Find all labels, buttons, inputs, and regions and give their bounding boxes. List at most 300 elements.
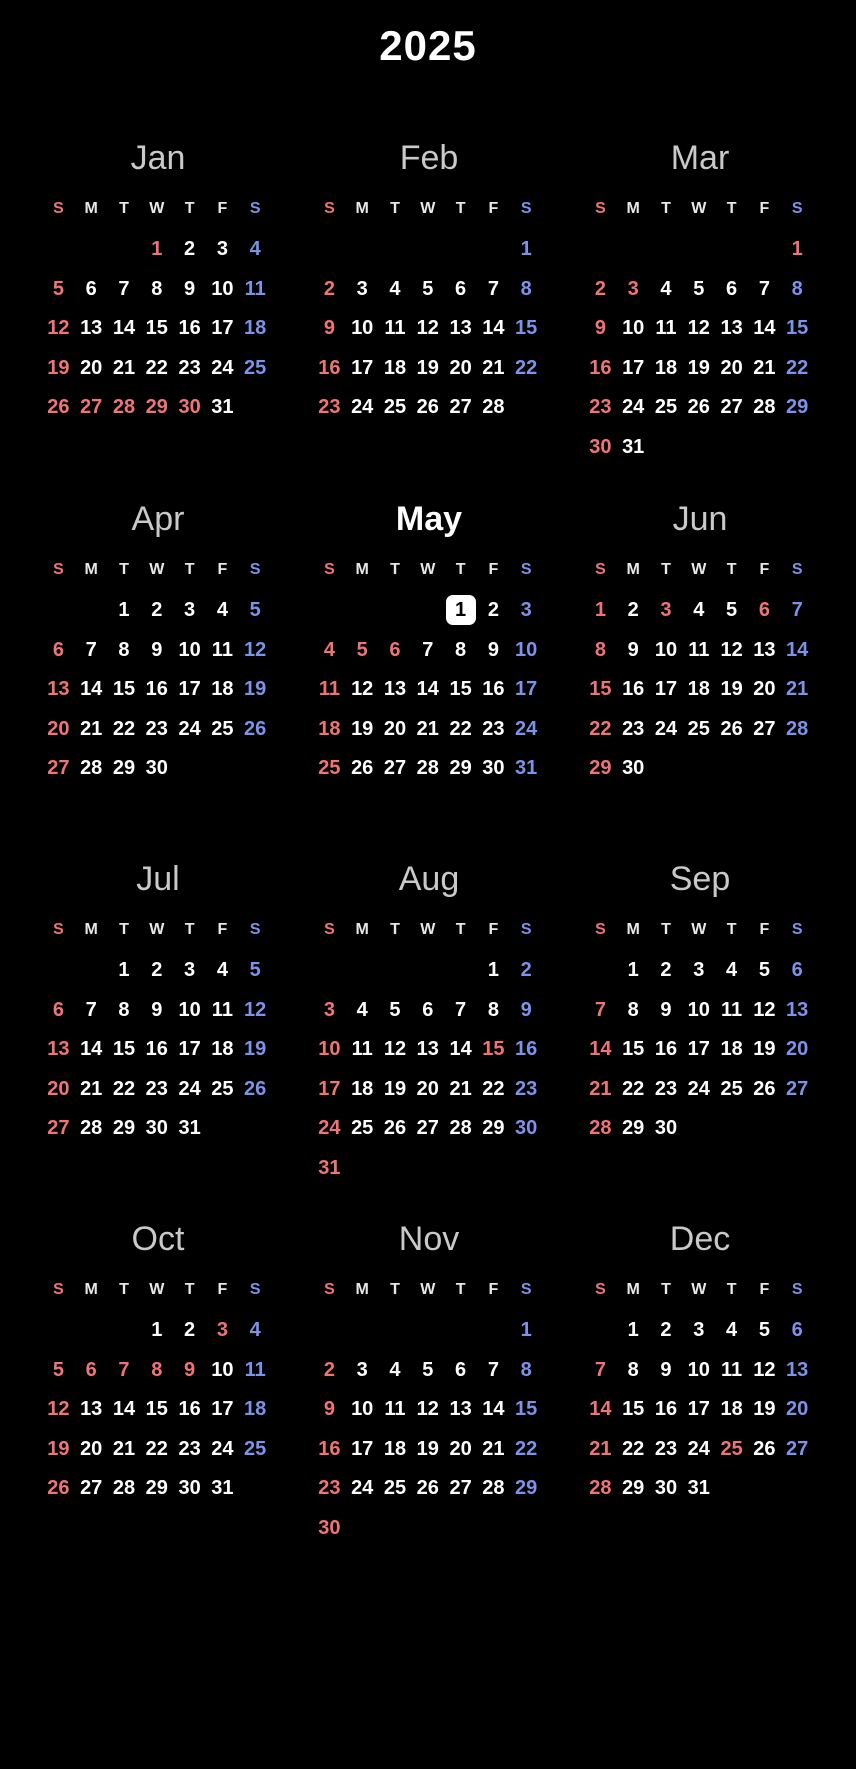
day-cell[interactable]: 6 <box>791 1319 803 1341</box>
day-cell[interactable]: 13 <box>416 1038 439 1061</box>
day-cell[interactable]: 18 <box>244 1398 267 1421</box>
day-cell[interactable]: 23 <box>622 717 645 740</box>
day-cell[interactable]: 12 <box>351 678 374 701</box>
day-cell[interactable]: 1 <box>520 238 532 260</box>
day-cell[interactable]: 23 <box>654 1437 678 1460</box>
day-cell[interactable]: 24 <box>351 396 374 419</box>
day-cell[interactable]: 2 <box>184 1319 196 1341</box>
month-title[interactable]: Dec <box>669 1220 731 1258</box>
month-title[interactable]: Aug <box>398 860 460 898</box>
day-cell[interactable]: 25 <box>383 396 407 419</box>
day-cell[interactable]: 28 <box>482 1477 505 1500</box>
day-cell[interactable]: 5 <box>249 599 261 621</box>
day-cell[interactable]: 8 <box>791 277 803 300</box>
day-cell[interactable]: 9 <box>184 1358 196 1381</box>
day-cell[interactable]: 21 <box>482 1437 505 1460</box>
day-cell[interactable]: 20 <box>753 678 776 701</box>
day-cell[interactable]: 17 <box>687 1038 710 1061</box>
day-cell[interactable]: 21 <box>589 1437 612 1460</box>
day-cell[interactable]: 22 <box>482 1077 505 1100</box>
day-cell[interactable]: 3 <box>323 998 335 1021</box>
day-cell[interactable]: 29 <box>786 396 809 419</box>
day-cell[interactable]: 9 <box>594 317 606 340</box>
day-cell[interactable]: 18 <box>720 1398 743 1421</box>
month-title[interactable]: Jun <box>672 500 728 538</box>
day-cell[interactable]: 2 <box>184 238 196 260</box>
day-cell[interactable]: 26 <box>244 717 267 740</box>
day-cell[interactable]: 24 <box>654 717 678 740</box>
day-cell[interactable]: 12 <box>687 317 710 340</box>
month-title[interactable]: Mar <box>670 139 730 177</box>
day-cell[interactable]: 15 <box>515 1398 538 1421</box>
day-cell[interactable]: 8 <box>455 638 467 661</box>
day-cell[interactable]: 2 <box>323 277 335 300</box>
day-cell[interactable]: 9 <box>627 638 639 661</box>
day-cell[interactable]: 10 <box>687 1358 710 1381</box>
day-cell[interactable]: 5 <box>52 1358 64 1381</box>
day-cell[interactable]: 6 <box>758 599 770 621</box>
day-cell[interactable]: 14 <box>589 1038 612 1061</box>
day-cell[interactable]: 7 <box>594 1358 606 1381</box>
day-cell[interactable]: 12 <box>753 998 776 1021</box>
day-cell[interactable]: 2 <box>487 599 499 621</box>
day-cell[interactable]: 6 <box>726 277 738 300</box>
day-cell[interactable]: 12 <box>753 1358 776 1381</box>
day-cell[interactable]: 2 <box>660 1319 672 1341</box>
day-cell[interactable]: 15 <box>786 317 809 340</box>
day-cell[interactable]: 4 <box>323 638 335 661</box>
day-cell[interactable]: 29 <box>622 1477 645 1500</box>
day-cell[interactable]: 13 <box>80 317 103 340</box>
day-cell[interactable]: 28 <box>112 1477 136 1500</box>
day-cell[interactable]: 30 <box>654 1477 678 1500</box>
day-cell[interactable]: 7 <box>422 638 434 661</box>
day-cell[interactable]: 12 <box>720 638 743 661</box>
day-cell[interactable]: 13 <box>753 638 776 661</box>
day-cell[interactable]: 3 <box>627 277 639 300</box>
day-cell[interactable]: 12 <box>416 317 439 340</box>
day-cell[interactable]: 23 <box>145 717 168 740</box>
day-cell[interactable]: 24 <box>351 1477 374 1500</box>
day-cell[interactable]: 26 <box>383 1117 407 1140</box>
day-cell[interactable]: 14 <box>589 1398 612 1421</box>
day-cell[interactable]: 31 <box>211 1477 234 1500</box>
day-cell[interactable]: 9 <box>487 638 499 661</box>
day-cell[interactable]: 3 <box>184 959 196 981</box>
day-cell[interactable]: 25 <box>244 1437 267 1460</box>
day-cell[interactable]: 29 <box>112 757 136 780</box>
day-cell[interactable]: 31 <box>515 757 538 780</box>
day-cell[interactable]: 30 <box>178 1477 201 1500</box>
month-oct[interactable] <box>42 1217 274 1509</box>
day-cell[interactable]: 13 <box>80 1398 103 1421</box>
month-title[interactable]: Jan <box>130 139 186 177</box>
day-cell[interactable]: 14 <box>482 1398 505 1421</box>
month-may[interactable] <box>313 497 545 789</box>
day-cell[interactable]: 7 <box>594 998 606 1021</box>
day-cell[interactable]: 3 <box>356 1358 368 1381</box>
day-cell[interactable]: 25 <box>720 1077 743 1100</box>
day-cell[interactable]: 25 <box>654 396 678 419</box>
day-cell[interactable]: 6 <box>455 277 467 300</box>
day-cell[interactable]: 11 <box>211 638 233 661</box>
day-cell[interactable]: 1 <box>627 1319 639 1341</box>
day-cell[interactable]: 9 <box>660 998 672 1021</box>
day-cell[interactable]: 17 <box>622 356 645 379</box>
day-cell[interactable]: 26 <box>753 1077 776 1100</box>
today-cell[interactable]: 1 <box>444 591 477 631</box>
day-cell[interactable]: 10 <box>318 1038 341 1061</box>
day-cell[interactable]: 23 <box>515 1077 538 1100</box>
day-cell[interactable]: 13 <box>449 1398 472 1421</box>
day-cell[interactable]: 20 <box>786 1038 809 1061</box>
day-cell[interactable]: 19 <box>416 1437 439 1460</box>
day-cell[interactable]: 4 <box>389 277 401 300</box>
day-cell[interactable]: 10 <box>178 638 201 661</box>
month-sep[interactable] <box>584 857 816 1149</box>
month-title[interactable]: Apr <box>131 500 185 538</box>
day-cell[interactable]: 28 <box>482 396 505 419</box>
day-cell[interactable]: 3 <box>520 599 532 621</box>
day-cell[interactable]: 24 <box>687 1077 710 1100</box>
day-cell[interactable]: 20 <box>80 356 103 379</box>
day-cell[interactable]: 19 <box>244 1038 267 1061</box>
day-cell[interactable]: 13 <box>383 678 407 701</box>
day-cell[interactable]: 19 <box>753 1398 776 1421</box>
day-cell[interactable]: 19 <box>720 678 743 701</box>
day-cell[interactable]: 24 <box>178 1077 201 1100</box>
month-title[interactable]: May <box>395 500 463 538</box>
day-cell[interactable]: 28 <box>589 1477 612 1500</box>
day-cell[interactable]: 15 <box>589 678 612 701</box>
day-cell[interactable]: 1 <box>594 599 606 621</box>
day-cell[interactable]: 10 <box>211 277 234 300</box>
day-cell[interactable]: 15 <box>515 317 538 340</box>
day-cell[interactable]: 15 <box>622 1038 645 1061</box>
day-cell[interactable]: 27 <box>80 1477 103 1500</box>
day-cell[interactable]: 12 <box>244 998 267 1021</box>
day-cell[interactable]: 4 <box>726 959 738 981</box>
day-cell[interactable]: 16 <box>654 1038 678 1061</box>
day-cell[interactable]: 4 <box>356 998 368 1021</box>
day-cell[interactable]: 28 <box>589 1117 612 1140</box>
day-cell[interactable]: 4 <box>693 599 705 621</box>
day-cell[interactable]: 22 <box>622 1437 645 1460</box>
day-cell[interactable]: 16 <box>178 1398 201 1421</box>
day-cell[interactable]: 6 <box>85 277 97 300</box>
day-cell[interactable]: 29 <box>145 1477 168 1500</box>
day-cell[interactable]: 27 <box>753 717 776 740</box>
day-cell[interactable]: 17 <box>211 1398 234 1421</box>
day-cell[interactable]: 2 <box>151 599 163 621</box>
day-cell[interactable]: 20 <box>449 1437 472 1460</box>
day-cell[interactable]: 7 <box>118 1358 130 1381</box>
day-cell[interactable]: 26 <box>244 1077 267 1100</box>
day-cell[interactable]: 27 <box>47 757 70 780</box>
day-cell[interactable]: 20 <box>720 356 743 379</box>
day-cell[interactable]: 5 <box>52 277 64 300</box>
day-cell[interactable]: 13 <box>47 678 70 701</box>
day-cell[interactable]: 7 <box>85 638 97 661</box>
day-cell[interactable]: 4 <box>249 238 261 260</box>
day-cell[interactable]: 7 <box>487 1358 499 1381</box>
day-cell[interactable]: 21 <box>482 356 505 379</box>
day-cell[interactable]: 27 <box>449 396 472 419</box>
day-cell[interactable]: 5 <box>693 277 705 300</box>
day-cell[interactable]: 28 <box>80 757 103 780</box>
day-cell[interactable]: 22 <box>112 717 136 740</box>
day-cell[interactable]: 10 <box>622 317 645 340</box>
day-cell[interactable]: 2 <box>520 959 532 981</box>
day-cell[interactable]: 5 <box>249 959 261 981</box>
day-cell[interactable]: 31 <box>318 1156 341 1179</box>
day-cell[interactable]: 16 <box>318 1437 341 1460</box>
day-cell[interactable]: 14 <box>112 317 136 340</box>
day-cell[interactable]: 13 <box>720 317 743 340</box>
day-cell[interactable]: 4 <box>216 599 228 621</box>
day-cell[interactable]: 28 <box>416 757 439 780</box>
month-aug[interactable] <box>313 857 545 1189</box>
day-cell[interactable]: 16 <box>654 1398 678 1421</box>
day-cell[interactable]: 6 <box>455 1358 467 1381</box>
day-cell[interactable]: 15 <box>622 1398 645 1421</box>
day-cell[interactable]: 10 <box>211 1358 234 1381</box>
day-cell[interactable]: 4 <box>249 1319 261 1341</box>
day-cell[interactable]: 5 <box>758 1319 770 1341</box>
day-cell[interactable]: 21 <box>589 1077 612 1100</box>
day-cell[interactable]: 3 <box>693 1319 705 1341</box>
day-cell[interactable]: 13 <box>47 1038 70 1061</box>
day-cell[interactable]: 22 <box>515 356 538 379</box>
day-cell[interactable]: 13 <box>449 317 472 340</box>
day-cell[interactable]: 9 <box>323 317 335 340</box>
day-cell[interactable]: 10 <box>654 638 678 661</box>
day-cell[interactable]: 30 <box>145 757 168 780</box>
day-cell[interactable]: 11 <box>655 317 677 340</box>
day-cell[interactable]: 28 <box>80 1117 103 1140</box>
day-cell[interactable]: 22 <box>449 717 472 740</box>
day-cell[interactable]: 23 <box>178 1437 201 1460</box>
day-cell[interactable]: 7 <box>85 998 97 1021</box>
day-cell[interactable]: 31 <box>687 1477 710 1500</box>
day-cell[interactable]: 11 <box>211 998 233 1021</box>
day-cell[interactable]: 10 <box>178 998 201 1021</box>
day-cell[interactable]: 17 <box>687 1398 710 1421</box>
day-cell[interactable]: 10 <box>687 998 710 1021</box>
day-cell[interactable]: 20 <box>47 717 70 740</box>
day-cell[interactable]: 3 <box>216 238 228 260</box>
day-cell[interactable]: 30 <box>482 757 505 780</box>
day-cell[interactable]: 28 <box>449 1117 472 1140</box>
day-cell[interactable]: 8 <box>487 998 499 1021</box>
day-cell[interactable]: 9 <box>151 638 163 661</box>
day-cell[interactable]: 1 <box>520 1319 532 1341</box>
day-cell[interactable]: 17 <box>351 356 374 379</box>
day-cell[interactable]: 7 <box>758 277 770 300</box>
day-cell[interactable]: 9 <box>520 998 532 1021</box>
day-cell[interactable]: 20 <box>47 1077 70 1100</box>
day-cell[interactable]: 24 <box>211 356 234 379</box>
day-cell[interactable]: 23 <box>589 396 612 419</box>
day-cell[interactable]: 15 <box>482 1038 505 1061</box>
day-cell[interactable]: 22 <box>145 356 168 379</box>
day-cell[interactable]: 21 <box>449 1077 472 1100</box>
day-cell[interactable]: 1 <box>487 959 499 981</box>
day-cell[interactable]: 18 <box>654 356 678 379</box>
day-cell[interactable]: 27 <box>80 396 103 419</box>
day-cell[interactable]: 14 <box>449 1038 472 1061</box>
day-cell[interactable]: 26 <box>416 1477 439 1500</box>
day-cell[interactable]: 21 <box>753 356 776 379</box>
day-cell[interactable]: 8 <box>627 998 639 1021</box>
day-cell[interactable]: 3 <box>693 959 705 981</box>
month-feb[interactable] <box>313 136 545 428</box>
day-cell[interactable]: 29 <box>482 1117 505 1140</box>
day-cell[interactable]: 7 <box>791 599 803 621</box>
day-cell[interactable]: 18 <box>687 678 710 701</box>
day-cell[interactable]: 26 <box>47 396 70 419</box>
day-cell[interactable]: 11 <box>318 678 340 701</box>
day-cell[interactable]: 8 <box>118 638 130 661</box>
day-cell[interactable]: 14 <box>80 1038 103 1061</box>
day-cell[interactable]: 29 <box>515 1477 538 1500</box>
day-cell[interactable]: 11 <box>721 1358 743 1381</box>
day-cell[interactable]: 8 <box>627 1358 639 1381</box>
day-cell[interactable]: 18 <box>720 1038 743 1061</box>
day-cell[interactable]: 26 <box>416 396 439 419</box>
day-cell[interactable]: 16 <box>145 1038 168 1061</box>
day-cell[interactable]: 20 <box>80 1437 103 1460</box>
day-cell[interactable]: 23 <box>318 396 341 419</box>
month-dec[interactable] <box>584 1217 816 1509</box>
day-cell[interactable]: 11 <box>244 277 266 300</box>
day-cell[interactable]: 26 <box>687 396 710 419</box>
day-cell[interactable]: 25 <box>351 1117 374 1140</box>
day-cell[interactable]: 13 <box>786 1358 809 1381</box>
day-cell[interactable]: 27 <box>786 1077 809 1100</box>
day-cell[interactable]: 23 <box>654 1077 678 1100</box>
day-cell[interactable]: 14 <box>786 638 809 661</box>
day-cell[interactable]: 24 <box>318 1117 341 1140</box>
day-cell[interactable]: 17 <box>178 1038 201 1061</box>
day-cell[interactable]: 17 <box>318 1077 341 1100</box>
day-cell[interactable]: 31 <box>211 396 234 419</box>
day-cell[interactable]: 15 <box>449 678 472 701</box>
day-cell[interactable]: 12 <box>244 638 267 661</box>
day-cell[interactable]: 14 <box>482 317 505 340</box>
day-cell[interactable]: 15 <box>112 678 136 701</box>
day-cell[interactable]: 14 <box>416 678 439 701</box>
day-cell[interactable]: 22 <box>515 1437 538 1460</box>
day-cell[interactable]: 18 <box>211 1038 234 1061</box>
month-jun[interactable] <box>584 497 816 789</box>
day-cell[interactable]: 28 <box>753 396 776 419</box>
day-cell[interactable]: 29 <box>622 1117 645 1140</box>
day-cell[interactable]: 22 <box>145 1437 168 1460</box>
day-cell[interactable]: 25 <box>318 757 341 780</box>
day-cell[interactable]: 27 <box>47 1117 70 1140</box>
day-cell[interactable]: 16 <box>622 678 645 701</box>
day-cell[interactable]: 20 <box>449 356 472 379</box>
day-cell[interactable]: 23 <box>145 1077 168 1100</box>
day-cell[interactable]: 12 <box>416 1398 439 1421</box>
day-cell[interactable]: 18 <box>383 1437 407 1460</box>
day-cell[interactable]: 14 <box>80 678 103 701</box>
day-cell[interactable]: 9 <box>151 998 163 1021</box>
day-cell[interactable]: 28 <box>786 717 809 740</box>
day-cell[interactable]: 20 <box>786 1398 809 1421</box>
day-cell[interactable]: 1 <box>151 1319 163 1341</box>
day-cell[interactable]: 23 <box>318 1477 341 1500</box>
day-cell[interactable]: 6 <box>52 638 64 661</box>
day-cell[interactable]: 29 <box>145 396 168 419</box>
day-cell[interactable]: 24 <box>687 1437 710 1460</box>
day-cell[interactable]: 21 <box>112 356 136 379</box>
day-cell[interactable]: 9 <box>660 1358 672 1381</box>
day-cell[interactable]: 5 <box>422 1358 434 1381</box>
day-cell[interactable]: 2 <box>660 959 672 981</box>
day-cell[interactable]: 14 <box>112 1398 136 1421</box>
day-cell[interactable]: 24 <box>515 717 538 740</box>
day-cell[interactable]: 27 <box>786 1437 809 1460</box>
day-cell[interactable]: 5 <box>758 959 770 981</box>
day-cell[interactable]: 25 <box>211 1077 234 1100</box>
day-cell[interactable]: 26 <box>47 1477 70 1500</box>
day-cell[interactable]: 30 <box>145 1117 168 1140</box>
day-cell[interactable]: 5 <box>726 599 738 621</box>
day-cell[interactable]: 2 <box>594 277 606 300</box>
day-cell[interactable]: 19 <box>687 356 710 379</box>
day-cell[interactable]: 1 <box>151 238 163 260</box>
day-cell[interactable]: 6 <box>52 998 64 1021</box>
day-cell[interactable]: 24 <box>211 1437 234 1460</box>
month-jul[interactable] <box>42 857 274 1149</box>
day-cell[interactable]: 18 <box>351 1077 374 1100</box>
day-cell[interactable]: 4 <box>216 959 228 981</box>
day-cell[interactable]: 11 <box>244 1358 266 1381</box>
day-cell[interactable]: 20 <box>416 1077 439 1100</box>
day-cell[interactable]: 29 <box>589 757 612 780</box>
day-cell[interactable]: 9 <box>184 277 196 300</box>
day-cell[interactable]: 8 <box>520 1358 532 1381</box>
day-cell[interactable]: 17 <box>515 678 538 701</box>
day-cell[interactable]: 4 <box>389 1358 401 1381</box>
day-cell[interactable]: 17 <box>211 317 234 340</box>
day-cell[interactable]: 25 <box>211 717 234 740</box>
day-cell[interactable]: 21 <box>416 717 439 740</box>
day-cell[interactable]: 15 <box>112 1038 136 1061</box>
day-cell[interactable]: 12 <box>383 1038 407 1061</box>
day-cell[interactable]: 7 <box>118 277 130 300</box>
day-cell[interactable]: 1 <box>791 238 803 260</box>
day-cell[interactable]: 30 <box>654 1117 678 1140</box>
day-cell[interactable]: 22 <box>112 1077 136 1100</box>
day-cell[interactable]: 8 <box>594 638 606 661</box>
month-title[interactable]: Nov <box>398 1220 460 1258</box>
day-cell[interactable]: 11 <box>721 998 743 1021</box>
day-cell[interactable]: 11 <box>384 317 406 340</box>
day-cell[interactable]: 8 <box>118 998 130 1021</box>
day-cell[interactable]: 7 <box>455 998 467 1021</box>
month-mar[interactable] <box>584 136 816 468</box>
day-cell[interactable]: 2 <box>323 1358 335 1381</box>
day-cell[interactable]: 5 <box>389 998 401 1021</box>
day-cell[interactable]: 19 <box>416 356 439 379</box>
day-cell[interactable]: 31 <box>622 435 645 458</box>
day-cell[interactable]: 6 <box>791 959 803 981</box>
day-cell[interactable]: 26 <box>351 757 374 780</box>
day-cell[interactable]: 11 <box>351 1038 373 1061</box>
